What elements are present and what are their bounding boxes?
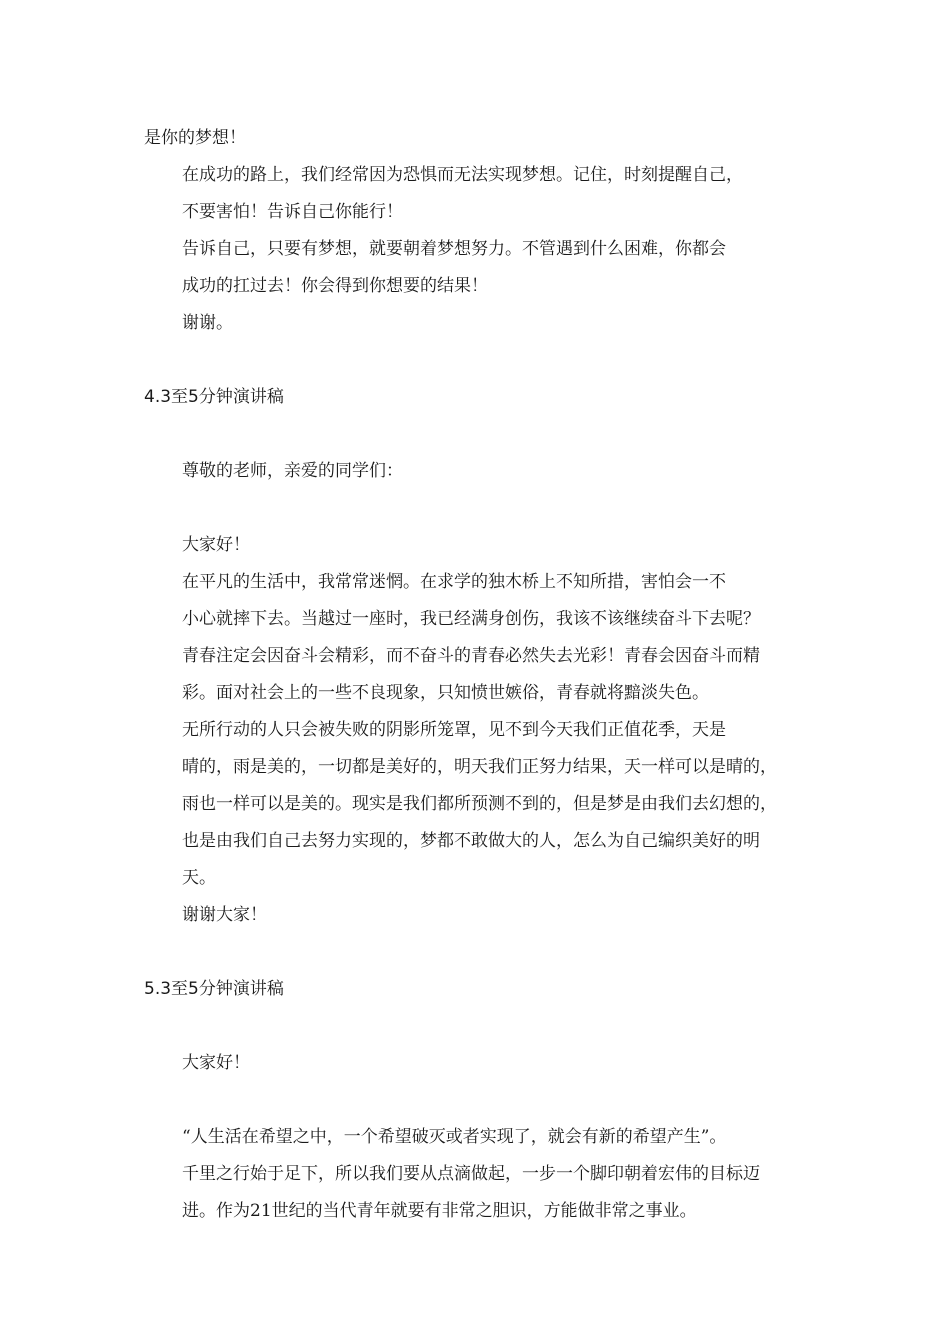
paragraph xyxy=(144,453,824,490)
paragraph-line: 千里之行始于足下，所以我们要从点滴做起，一步一个脚印朝着宏伟的目标迈 xyxy=(182,1164,760,1184)
paragraph-line: 不要害怕！告诉自己你能行！ xyxy=(182,202,403,222)
paragraph-line: 进。作为21世纪的当代青年就要有非常之胆识，方能做非常之事业。 xyxy=(182,1201,697,1221)
paragraph-spacer xyxy=(144,1082,824,1119)
paragraph xyxy=(144,231,824,305)
paragraph-line: 尊敬的老师，亲爱的同学们： xyxy=(182,461,403,481)
paragraph xyxy=(144,712,824,897)
paragraph-line: 晴的，雨是美的，一切都是美好的，明天我们正努力结果，天一样可以是晴的， xyxy=(182,757,777,777)
paragraph-spacer xyxy=(144,342,824,379)
paragraph xyxy=(144,1119,824,1230)
paragraph-line: 雨也一样可以是美的。现实是我们都所预测不到的，但是梦是由我们去幻想的， xyxy=(182,794,777,814)
paragraph-line: 无所行动的人只会被失败的阴影所笼罩，见不到今天我们正值花季，天是 xyxy=(182,720,726,740)
paragraph-line: 谢谢。 xyxy=(182,313,233,333)
paragraph xyxy=(144,120,824,157)
paragraph-line: “人生活在希望之中，一个希望破灭或者实现了，就会有新的希望产生”。 xyxy=(182,1127,727,1147)
paragraph-line: 青春注定会因奋斗会精彩，而不奋斗的青春必然失去光彩！青春会因奋斗而精 xyxy=(182,646,760,666)
paragraph-line: 彩。面对社会上的一些不良现象，只知愤世嫉俗，青春就将黯淡失色。 xyxy=(182,683,709,703)
paragraph xyxy=(144,1045,824,1082)
paragraph-line: 天。 xyxy=(182,868,216,888)
section-heading: 5.3至5分钟演讲稿 xyxy=(144,979,284,999)
paragraph-line: 大家好！ xyxy=(182,535,250,555)
paragraph-line: 是你的梦想！ xyxy=(144,128,246,148)
paragraph-spacer xyxy=(144,416,824,453)
paragraph-spacer xyxy=(144,490,824,527)
paragraph-line: 成功的扛过去！你会得到你想要的结果！ xyxy=(182,276,488,296)
paragraph-line: 谢谢大家！ xyxy=(182,905,267,925)
paragraph-line: 也是由我们自己去努力实现的，梦都不敢做大的人，怎么为自己编织美好的明 xyxy=(182,831,760,851)
paragraph-spacer xyxy=(144,1008,824,1045)
section-heading: 4.3至5分钟演讲稿 xyxy=(144,387,284,407)
paragraph-line: 告诉自己，只要有梦想，就要朝着梦想努力。不管遇到什么困难，你都会 xyxy=(182,239,726,259)
paragraph-line: 在成功的路上，我们经常因为恐惧而无法实现梦想。记住，时刻提醒自己， xyxy=(182,165,743,185)
paragraph-spacer xyxy=(144,934,824,971)
paragraph-line: 在平凡的生活中，我常常迷惘。在求学的独木桥上不知所措，害怕会一不 xyxy=(182,572,726,592)
paragraph-line: 小心就摔下去。当越过一座时，我已经满身创伤，我该不该继续奋斗下去呢？ xyxy=(182,609,760,629)
paragraph xyxy=(144,157,824,231)
paragraph xyxy=(144,897,824,934)
paragraph xyxy=(144,564,824,712)
paragraph-line: 大家好！ xyxy=(182,1053,250,1073)
paragraph xyxy=(144,527,824,564)
paragraph xyxy=(144,305,824,342)
document-page xyxy=(144,120,824,1230)
